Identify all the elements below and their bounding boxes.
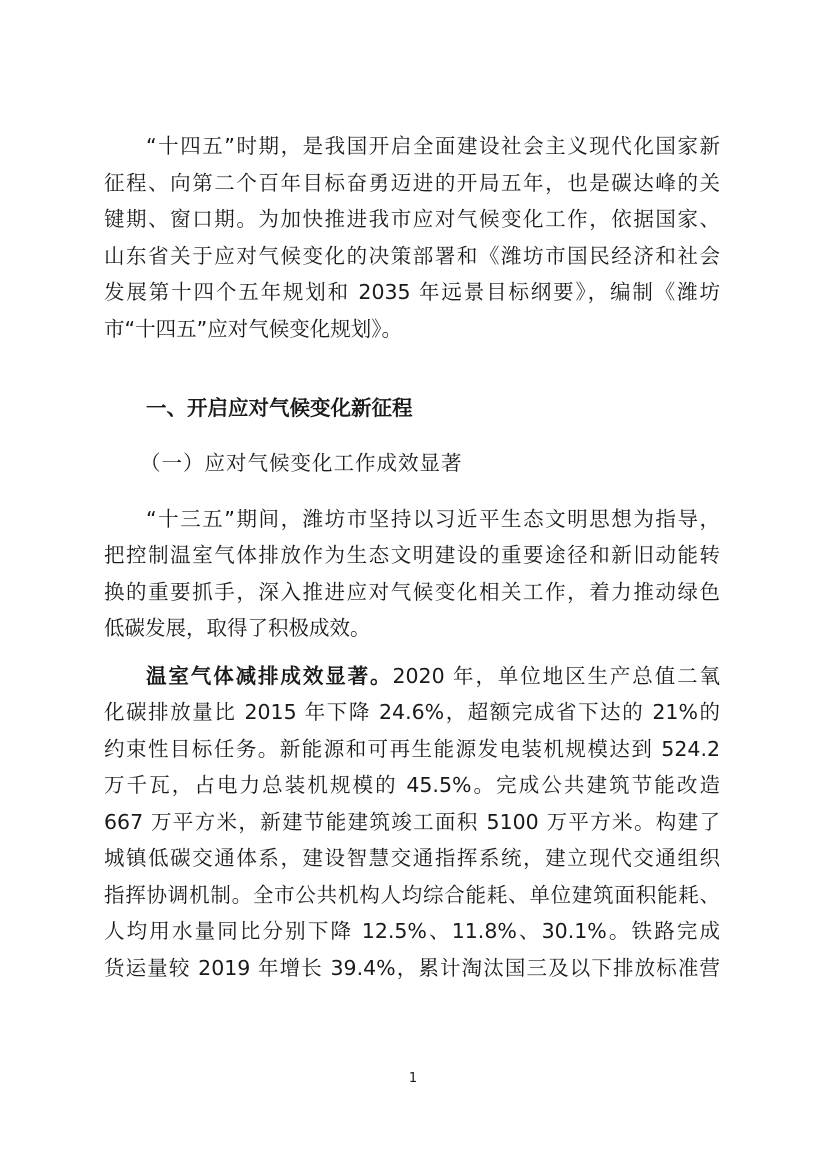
paragraph-line: 换的重要抓手，深入推进应对气候变化相关工作，着力推动绿色 [104,580,720,604]
paragraph-line: “十三五”期间，潍坊市坚持以习近平生态文明思想为指导， [146,507,720,531]
paragraph-line: 指挥协调机制。全市公共机构人均综合能耗、单位建筑面积能耗、 [104,883,720,907]
paragraph-line: 货运量较 2019 年增长 39.4%，累计淘汰国三及以下排放标准营 [104,956,720,980]
paragraph-line: 发展第十四个五年规划和 2035 年远景目标纲要》，编制《潍坊 [104,280,720,304]
paragraph-line: 把控制温室气体排放作为生态文明建设的重要途径和新旧动能转 [104,543,720,567]
subsection-heading: （一）应对气候变化工作成效显著 [140,451,463,475]
paragraph-line: 低碳发展，取得了积极成效。 [104,616,371,640]
paragraph-line: 键期、窗口期。为加快推进我市应对气候变化工作，依据国家、 [104,207,720,231]
paragraph-line: 征程、向第二个百年目标奋勇迈进的开局五年，也是碳达峰的关 [104,171,720,195]
paragraph-line: 化碳排放量比 2015 年下降 24.6%，超额完成省下达的 21%的 [104,700,720,724]
paragraph-line: 人均用水量同比分别下降 12.5%、11.8%、30.1%。铁路完成 [104,919,720,943]
paragraph-line: 山东省关于应对气候变化的决策部署和《潍坊市国民经济和社会 [104,244,720,268]
paragraph-line [146,663,720,689]
paragraph-line: 城镇低碳交通体系，建设智慧交通指挥系统，建立现代交通组织 [104,846,720,870]
paragraph-line: 667 万平方米，新建节能建筑竣工面积 5100 万平方米。构建了 [104,810,720,834]
page-number: 1 [408,1071,418,1086]
paragraph-line: 约束性目标任务。新能源和可再生能源发电装机规模达到 524.2 [104,737,720,761]
paragraph-text: 2020 年，单位地区生产总值二氧 [392,664,720,688]
paragraph-line: 万千瓦，占电力总装机规模的 45.5%。完成公共建筑节能改造 [104,773,720,797]
bold-lead-text: 温室气体减排成效显著。 [146,664,393,688]
paragraph-line: “十四五”时期，是我国开启全面建设社会主义现代化国家新 [146,134,720,158]
paragraph-line: 市“十四五”应对气候变化规划》。 [104,317,402,341]
section-heading: 一、开启应对气候变化新征程 [146,396,413,420]
